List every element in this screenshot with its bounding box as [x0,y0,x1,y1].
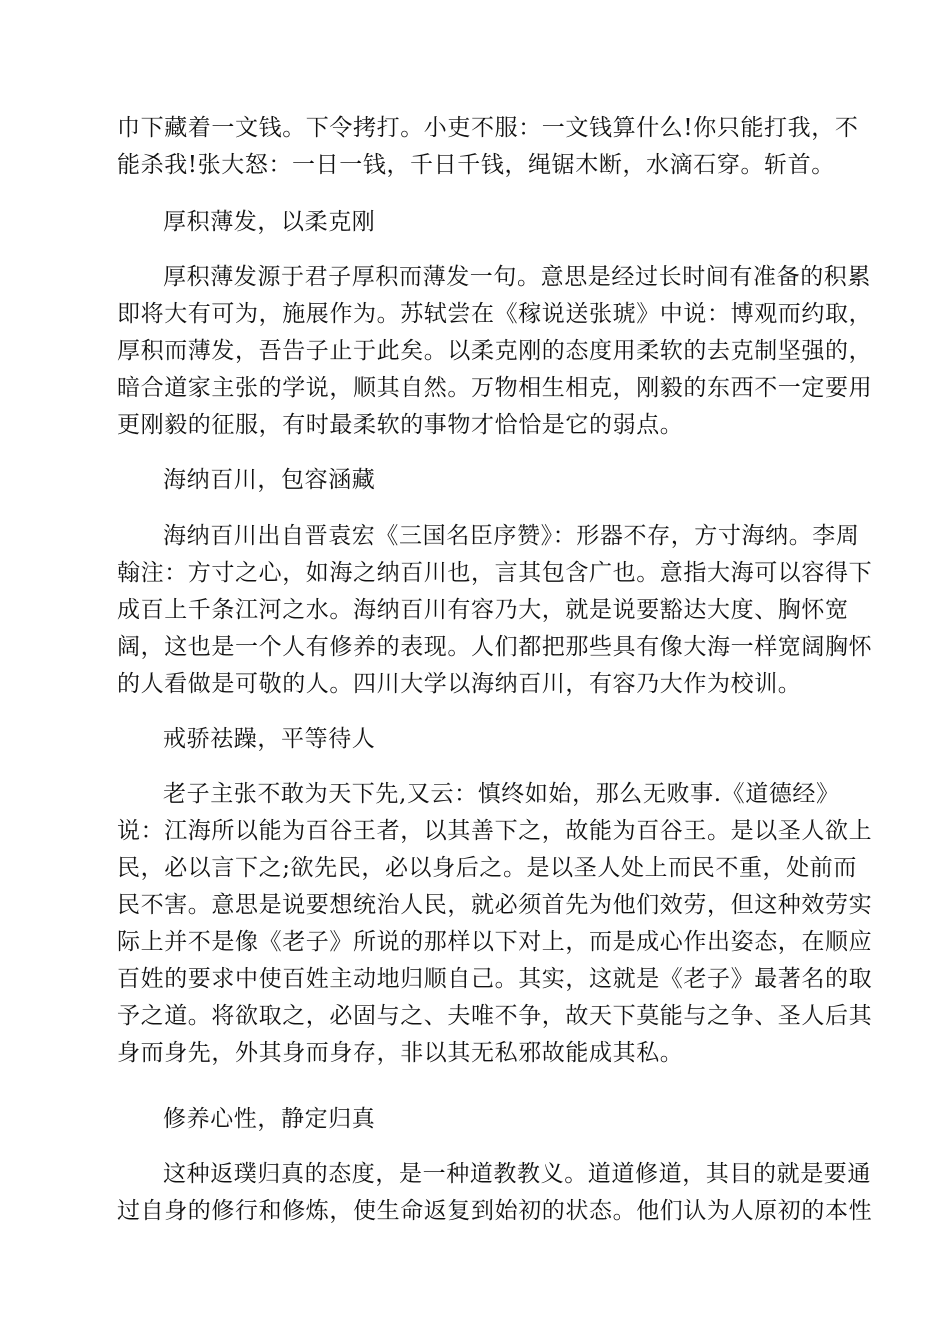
paragraph-line: 即将大有可为，施展作为。苏轼尝在《稼说送张琥》中说：博观而约取， [117,301,873,327]
section-paragraph [117,1156,873,1230]
section-paragraph [117,776,873,1072]
paragraph-line: 成百上千条江河之水。海纳百川有容乃大，就是说要豁达大度、胸怀宽 [117,597,849,623]
paragraph-line: 海纳百川出自晋袁宏《三国名臣序赞》：形器不存，方寸海纳。李周 [163,523,860,549]
paragraph-line: 说：江海所以能为百谷王者，以其善下之，故能为百谷王。是以圣人欲上 [117,818,873,844]
section-heading: 厚积薄发，以柔克刚 [163,209,376,235]
paragraph-line: 予之道。将欲取之，必固与之、夫唯不争，故天下莫能与之争、圣人后其 [117,1003,873,1029]
paragraph-line: 阔，这也是一个人有修养的表现。人们都把那些具有像大海一样宽阔胸怀 [117,634,873,660]
paragraph-line: 民不害。意思是说要想统治人民，就必须首先为他们效劳，但这种效劳实 [117,892,873,918]
section-heading: 海纳百川，包容涵藏 [163,467,376,493]
paragraph-line: 百姓的要求中使百姓主动地归顺自己。其实，这就是《老子》最著名的取 [117,966,873,992]
section-paragraph [117,518,873,703]
paragraph-line: 厚积而薄发，吾告子止于此矣。以柔克刚的态度用柔软的去克制坚强的， [117,338,873,364]
paragraph-line: 暗合道家主张的学说，顺其自然。万物相生相克，刚毅的东西不一定要用 [117,375,873,401]
paragraph-line: 身而身先，外其身而身存，非以其无私邪故能成其私。 [117,1040,684,1066]
section-heading: 修养心性，静定归真 [163,1106,376,1132]
paragraph-line: 民，必以言下之;欲先民，必以身后之。是以圣人处上而民不重，处前而 [117,855,857,881]
paragraph-line: 老子主张不敢为天下先,又云：慎终如始，那么无败事.《道德经》 [163,781,840,807]
paragraph-line: 翰注：方寸之心，如海之纳百川也，言其包含广也。意指大海可以容得下 [117,560,873,586]
intro-paragraph [117,110,859,184]
section-paragraph [117,259,873,444]
paragraph-line: 过自身的修行和修炼，使生命返复到始初的状态。他们认为人原初的本性 [117,1198,873,1224]
paragraph-line: 际上并不是像《老子》所说的那样以下对上，而是成心作出姿态，在顺应 [117,929,873,955]
paragraph-line: 厚积薄发源于君子厚积而薄发一句。意思是经过长时间有准备的积累 [163,264,871,290]
paragraph-line: 更刚毅的征服，有时最柔软的事物才恰恰是它的弱点。 [117,412,684,438]
paragraph-line: 的人看做是可敬的人。四川大学以海纳百川，有容乃大作为校训。 [117,671,802,697]
paragraph-line: 巾下藏着一文钱。下令拷打。小吏不服：一文钱算什么!你只能打我，不 [117,115,859,141]
paragraph-line: 这种返璞归真的态度，是一种道教教义。道道修道，其目的就是要通 [163,1161,871,1187]
section-heading: 戒骄祛躁，平等待人 [163,726,376,752]
paragraph-line: 能杀我!张大怒：一日一钱，千日千钱，绳锯木断，水滴石穿。斩首。 [117,152,835,178]
